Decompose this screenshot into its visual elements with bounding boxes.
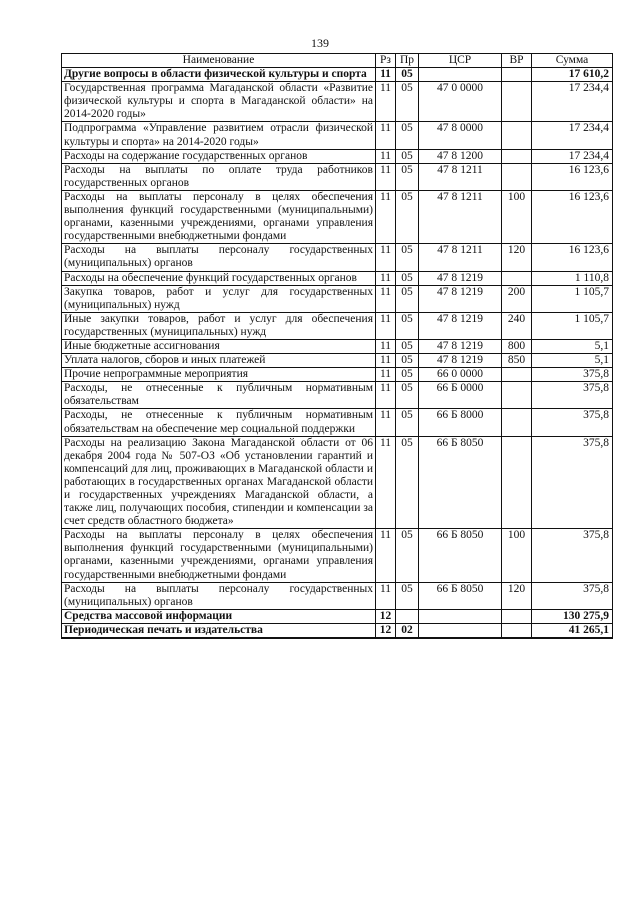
cell-pr: 05 [396,582,419,609]
table-row [62,82,613,122]
table-row [62,529,613,582]
cell-sum: 16 123,6 [532,163,613,190]
cell-vr [502,368,532,382]
cell-vr [502,271,532,285]
cell-name: Другие вопросы в области физической культуры и спорта [62,68,376,82]
cell-name: Расходы, не отнесенные к публичным нормативным обязательствам [62,382,376,409]
cell-sum: 17 234,4 [532,122,613,149]
cell-vr: 850 [502,354,532,368]
cell-rz: 11 [376,354,396,368]
cell-sum: 17 234,4 [532,149,613,163]
table-row [62,149,613,163]
cell-csr: 47 8 1219 [419,339,502,353]
cell-vr: 100 [502,190,532,243]
cell-rz: 11 [376,82,396,122]
cell-pr: 05 [396,354,419,368]
cell-pr: 05 [396,82,419,122]
cell-vr: 240 [502,312,532,339]
header-sum: Сумма [532,54,613,68]
table-row [62,623,613,638]
cell-pr [396,609,419,623]
cell-name: Закупка товаров, работ и услуг для государственных (муниципальных) нужд [62,285,376,312]
cell-pr: 05 [396,436,419,529]
cell-csr: 47 8 1219 [419,285,502,312]
cell-sum: 1 105,7 [532,312,613,339]
cell-pr: 05 [396,271,419,285]
cell-rz: 11 [376,285,396,312]
cell-name: Подпрограмма «Управление развитием отрасли физической культуры и спорта» на 2014-2020 годы» [62,122,376,149]
cell-vr: 120 [502,244,532,271]
cell-vr [502,623,532,638]
cell-pr: 05 [396,68,419,82]
cell-pr: 05 [396,368,419,382]
cell-vr [502,436,532,529]
cell-csr: 47 8 1211 [419,244,502,271]
cell-name: Расходы на содержание государственных органов [62,149,376,163]
cell-name: Расходы на выплаты по оплате труда работников государственных органов [62,163,376,190]
cell-pr: 05 [396,312,419,339]
cell-sum: 375,8 [532,409,613,436]
cell-rz: 11 [376,271,396,285]
cell-vr [502,68,532,82]
cell-sum: 375,8 [532,382,613,409]
header-rz: Рз [376,54,396,68]
cell-rz: 11 [376,529,396,582]
cell-vr [502,382,532,409]
cell-csr: 47 8 1211 [419,190,502,243]
cell-csr [419,623,502,638]
cell-pr: 05 [396,285,419,312]
cell-csr: 66 Б 8050 [419,436,502,529]
table-row [62,409,613,436]
table-row [62,244,613,271]
cell-name: Иные закупки товаров, работ и услуг для обеспечения государственных (муниципальных) нужд [62,312,376,339]
table-row [62,368,613,382]
cell-name: Расходы на выплаты персоналу в целях обеспечения выполнения функций государственными (муниципальными) органами, казенными учреждениями, органами управления государственными внебюджетными фондами [62,529,376,582]
cell-sum: 130 275,9 [532,609,613,623]
cell-csr [419,609,502,623]
cell-csr: 47 8 1200 [419,149,502,163]
cell-sum: 16 123,6 [532,244,613,271]
cell-csr: 47 0 0000 [419,82,502,122]
header-pr: Пр [396,54,419,68]
table-row [62,354,613,368]
cell-sum: 17 610,2 [532,68,613,82]
table-row [62,285,613,312]
table-row [62,436,613,529]
cell-pr: 05 [396,149,419,163]
cell-rz: 11 [376,122,396,149]
table-row [62,582,613,609]
cell-csr: 66 Б 8000 [419,409,502,436]
cell-vr [502,409,532,436]
cell-csr [419,68,502,82]
cell-name: Средства массовой информации [62,609,376,623]
cell-pr: 05 [396,409,419,436]
cell-name: Расходы на выплаты персоналу в целях обеспечения выполнения функций государственными (муниципальными) органами, казенными учреждениями, органами управления государственными внебюджетными фондами [62,190,376,243]
cell-name: Расходы на выплаты персоналу государственных (муниципальных) органов [62,244,376,271]
cell-name: Расходы на выплаты персоналу государственных (муниципальных) органов [62,582,376,609]
cell-rz: 11 [376,312,396,339]
cell-vr [502,149,532,163]
cell-pr: 05 [396,529,419,582]
cell-name: Расходы на обеспечение функций государственных органов [62,271,376,285]
table-row [62,122,613,149]
cell-csr: 47 8 1211 [419,163,502,190]
table-row [62,312,613,339]
cell-sum: 1 105,7 [532,285,613,312]
cell-sum: 375,8 [532,529,613,582]
cell-vr: 800 [502,339,532,353]
cell-vr: 100 [502,529,532,582]
cell-pr: 05 [396,382,419,409]
cell-vr [502,163,532,190]
cell-vr [502,609,532,623]
cell-csr: 47 8 1219 [419,271,502,285]
cell-rz: 11 [376,149,396,163]
cell-name: Периодическая печать и издательства [62,623,376,638]
cell-rz: 11 [376,163,396,190]
cell-pr: 02 [396,623,419,638]
cell-name: Уплата налогов, сборов и иных платежей [62,354,376,368]
cell-csr: 66 Б 8050 [419,529,502,582]
cell-sum: 41 265,1 [532,623,613,638]
cell-sum: 16 123,6 [532,190,613,243]
table-row [62,609,613,623]
cell-rz: 11 [376,244,396,271]
cell-rz: 11 [376,190,396,243]
cell-sum: 375,8 [532,436,613,529]
cell-sum: 375,8 [532,368,613,382]
cell-sum: 1 110,8 [532,271,613,285]
cell-sum: 5,1 [532,339,613,353]
table-row [62,382,613,409]
cell-pr: 05 [396,339,419,353]
cell-name: Прочие непрограммные мероприятия [62,368,376,382]
table-row [62,271,613,285]
cell-rz: 11 [376,382,396,409]
page-number: 139 [311,36,329,50]
cell-vr [502,82,532,122]
cell-rz: 12 [376,609,396,623]
cell-pr: 05 [396,122,419,149]
cell-name: Расходы, не отнесенные к публичным нормативным обязательствам на обеспечение мер социальной поддержки [62,409,376,436]
cell-sum: 5,1 [532,354,613,368]
cell-rz: 11 [376,409,396,436]
header-vr: ВР [502,54,532,68]
cell-pr: 05 [396,244,419,271]
header-csr: ЦСР [419,54,502,68]
cell-vr [502,122,532,149]
table-row [62,190,613,243]
cell-vr: 120 [502,582,532,609]
cell-name: Иные бюджетные ассигнования [62,339,376,353]
cell-csr: 47 8 0000 [419,122,502,149]
cell-csr: 47 8 1219 [419,354,502,368]
cell-csr: 66 Б 8050 [419,582,502,609]
cell-rz: 11 [376,582,396,609]
header-name: Наименование [62,54,376,68]
cell-csr: 66 Б 0000 [419,382,502,409]
table-row [62,163,613,190]
cell-csr: 47 8 1219 [419,312,502,339]
cell-vr: 200 [502,285,532,312]
cell-pr: 05 [396,190,419,243]
cell-rz: 11 [376,68,396,82]
cell-csr: 66 0 0000 [419,368,502,382]
cell-rz: 11 [376,436,396,529]
cell-rz: 11 [376,368,396,382]
budget-table [61,53,613,639]
cell-rz: 12 [376,623,396,638]
table-row [62,68,613,82]
table-header-row [62,54,613,68]
cell-name: Расходы на реализацию Закона Магаданской области от 06 декабря 2004 года № 507-ОЗ «Об установлении гарантий и компенсаций для лиц, проживающих в Магаданской области и работающих в государственных органах Магаданской области и государственных учреждениях Магаданской области, а также лиц, получающих пособия, стипендии и компенсации за счет средств областного бюджета» [62,436,376,529]
cell-pr: 05 [396,163,419,190]
cell-name: Государственная программа Магаданской области «Развитие физической культуры и спорта в Магаданской области» на 2014-2020 годы» [62,82,376,122]
cell-sum: 17 234,4 [532,82,613,122]
table-row [62,339,613,353]
cell-sum: 375,8 [532,582,613,609]
cell-rz: 11 [376,339,396,353]
